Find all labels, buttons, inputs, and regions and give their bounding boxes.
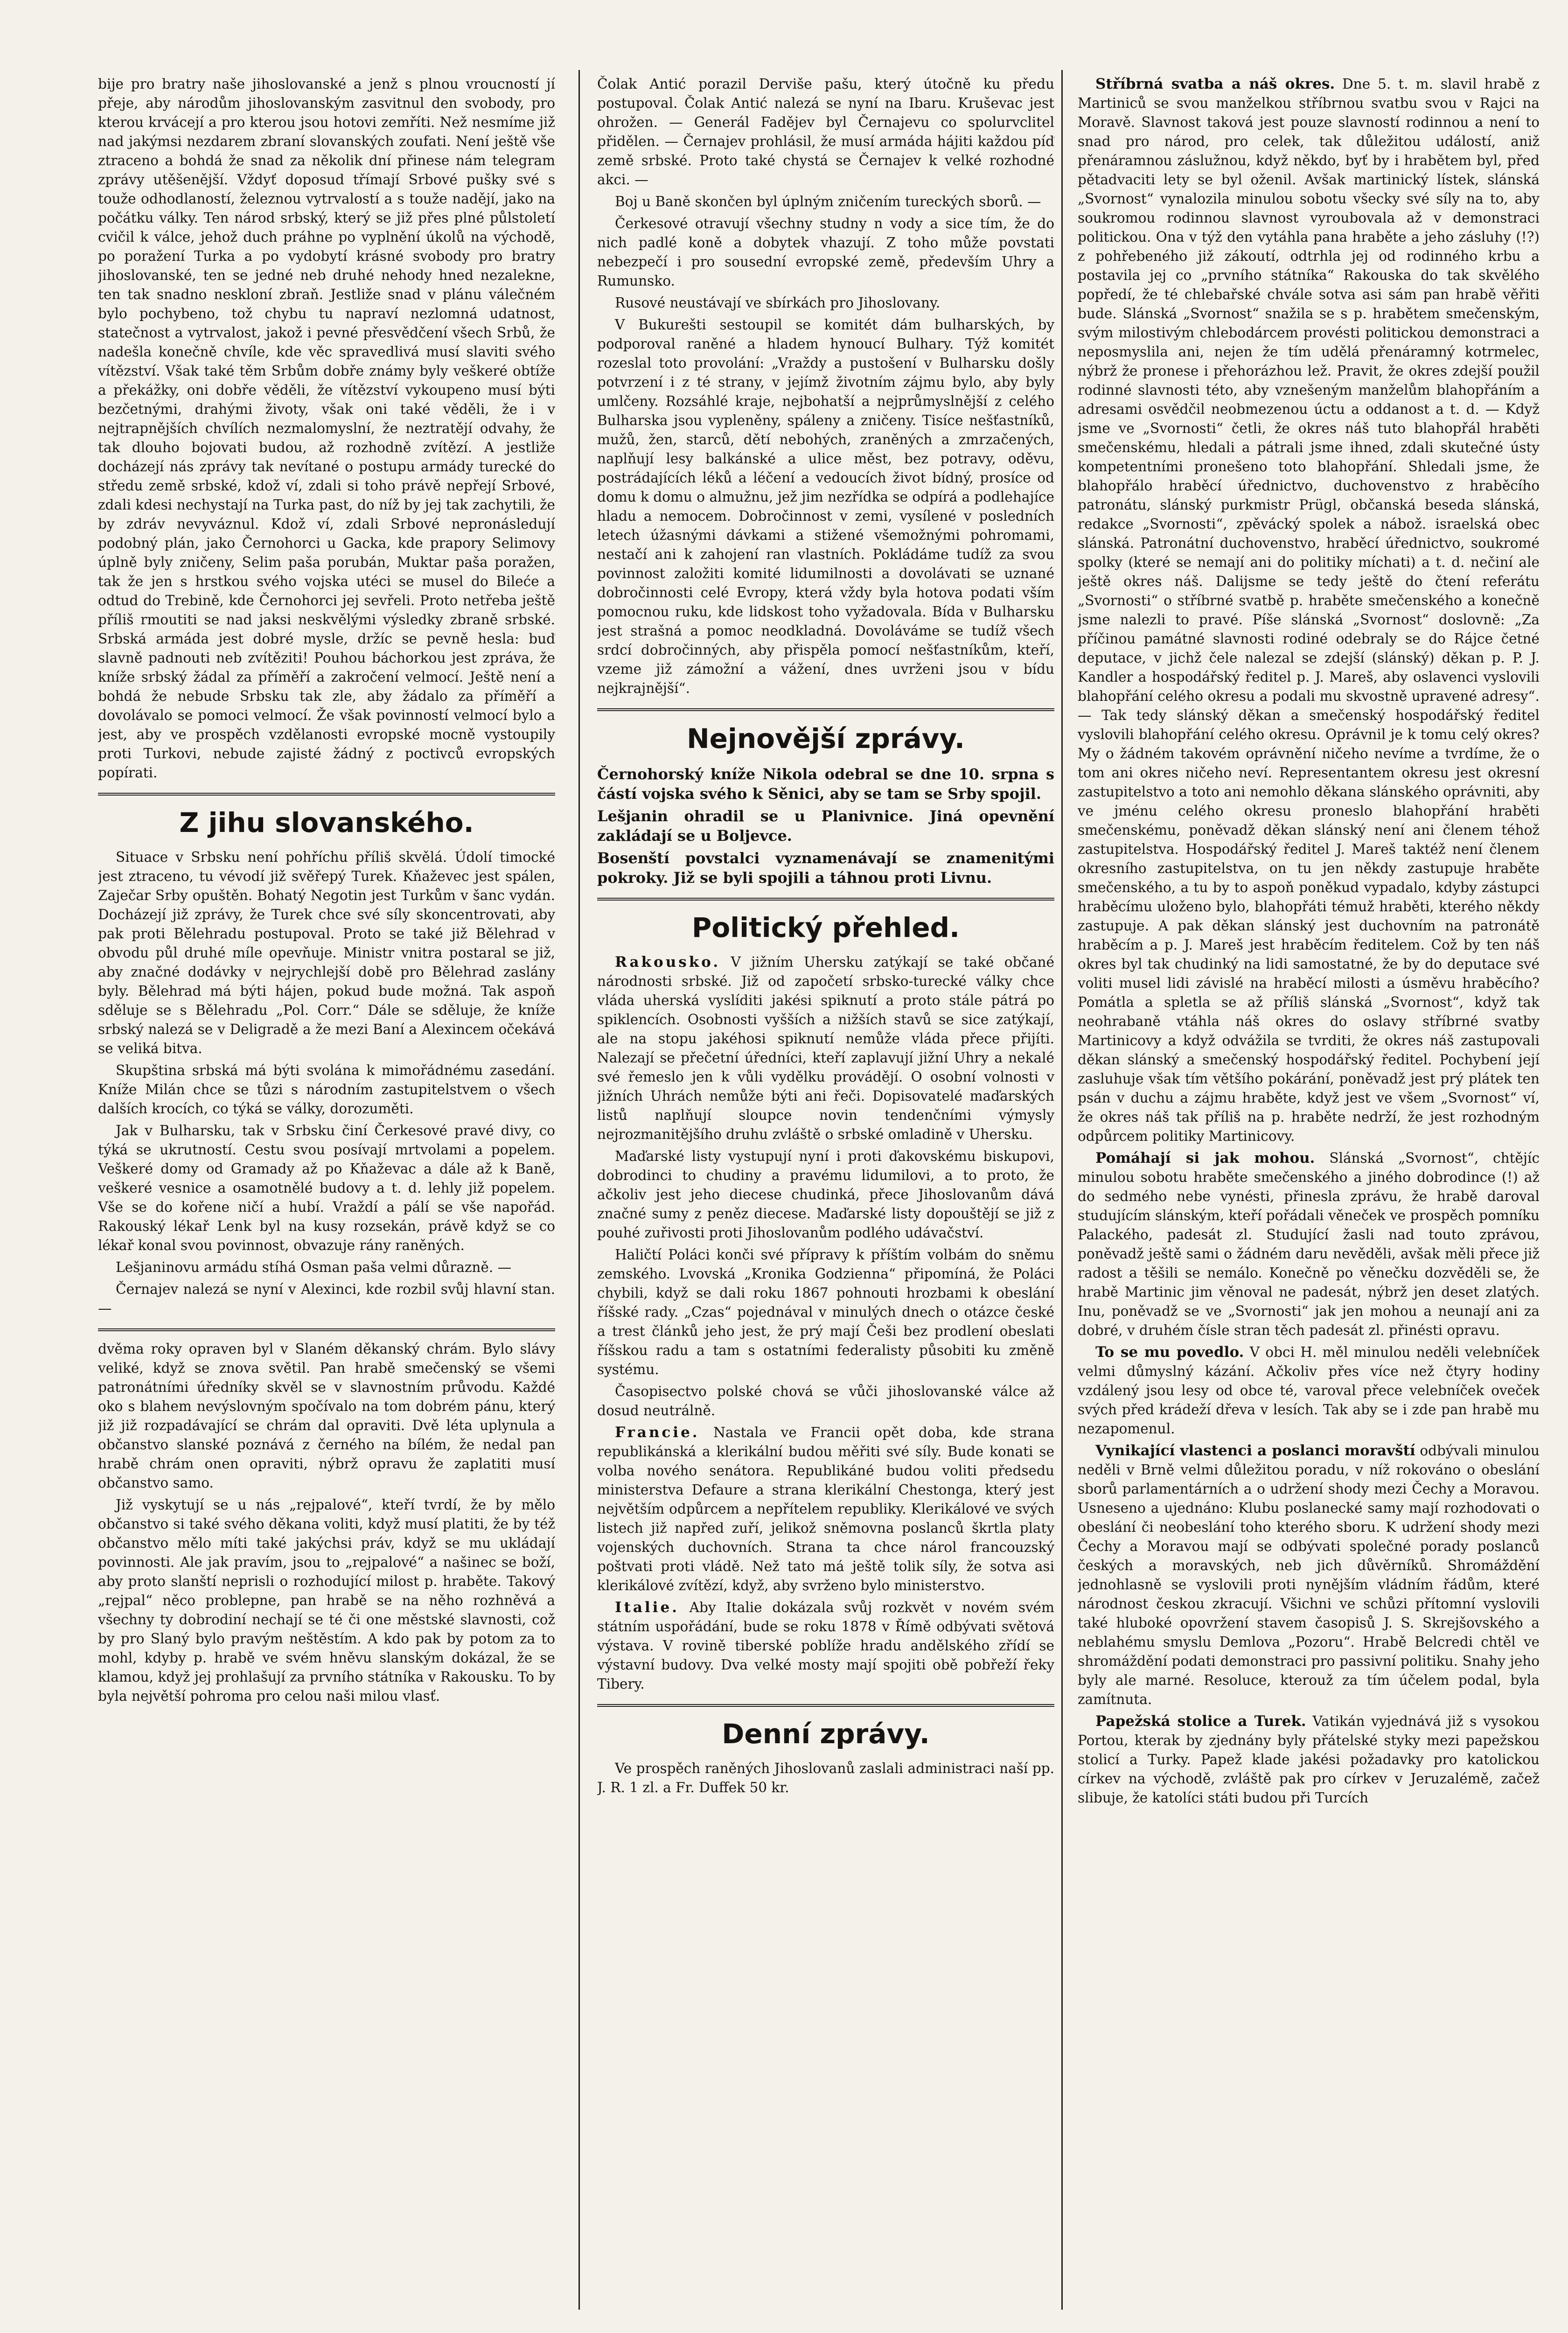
section-heading-denni: Denní zprávy.: [722, 1718, 930, 1750]
news-list: [597, 764, 1054, 887]
item-text: Maďarské listy vystupují nyní i proti ďakovskému biskupovi, dobrodinci to chudiny a pravému lidumilovi, a to proto, že ačkoliv jest jeho diecese chudinká, přece Jihoslovanům dává značné sumy z peněz diecese. Maďarské listy dopouštějí se již z pouhé zuřivosti proti Jihoslovanům podlého udávačství.: [597, 1148, 1054, 1241]
article-paragraph: V Bukurešti sestoupil se komitét dám bulharských, by podporoval raněné a hladem hynoucí Bulhary. Týž komitét rozeslal toto provolání: „Vraždy a pustošení v Bulharsku došly potvrzení i z té strany, v jejímž životním zájmu bylo, aby byly umlčeny. Rozsáhlé kraje, nejbohatší a nejprůmyslnější z celého Bulharska jsou vypleněny, spáleny a zničeny. Tisíce nešťastníků, mužů, žen, starců, dětí nebohých, zraněných a zmrzačených, naplňují lesy balkánské a ulice měst, bez potravy, oděvu, postrádajících léků a léčení a vedoucích život bídný, prosíce od domu k domu o almužnu, jež jim nezřídka se odpírá a podlehajíce hladu a nemocem. Dobročinnost v zemi, vysílené v posledních letech úžasnými dávkami a stižené všemožnými pohromami, nestačí ani k zahojení ran vlastních. Pokládáme tudíž za svou povinnost založiti komité lidumilnosti a dovolávati se uznané dobročinnosti celé Evropy, která vždy byla hotova podati vším pomocnou ruku, kde lidskost toho vyžadovala. Bída v Bulharsku jest strašná a pomoc neodkladná. Dovoláváme se tudíž všech srdcí dobročinných, aby přispěla pomocí nešťastníkům, kteří, vzeme již zámožní a vážení, dnes uvrženi jsou v bídu nejkrajnější“.: [597, 317, 1054, 696]
item-text: Nastala ve Francii opět doba, kde strana republikánská a klerikální budou měřiti své síly. Bude konati se volba nového senátora. Republikáné budou voliti předsedu ministerstva Defaure a strana klerikální Chestonga, který jest největším odpůrcem a nepřítelem republiky. Klerikálové ve svých listech již napřed zuří, jelikož sněmovna poslanců škrtla platy vojenských duchovních. Strana ta chce nárol francouzský poštvati proti vládě. Než tato má ještě tolik síly, že sotva asi klerikálové zvítězí, když, aby svrženo bylo ministerstvo.: [597, 1425, 1054, 1593]
section-heading-news: Nejnovější zprávy.: [687, 723, 965, 754]
middle-column: [597, 75, 1054, 2286]
article-paragraph: Skupština srbská má býti svolána k mimořádnému zasedání. Kníže Milán chce se tůzi s národním zastupitelstvem o všech dalších krocích, co týká se války, dorozuměti.: [98, 1062, 555, 1117]
article-paragraph: Jak v Bulharsku, tak v Srbsku činí Čerkesové pravé divy, co týká se ukrutností. Cestu svou posívají mrtvolami a popelem. Veškeré domy od Gramady až po Kňaževac a dále až k Baně, veškeré vesnice a osamotnělé budovy a t. d. lehly již popelem. Vše se do kořene ničí a hubí. Vraždí a pálí se vše napořád. Rakouský lékař Lenk byl na kusy rozsekán, právě když se co lékař konal svou povinnost, obvazuje rány raněných.: [98, 1123, 555, 1253]
section-divider: [98, 1328, 555, 1331]
item-lead: Francie.: [615, 1424, 700, 1441]
politics-item: [597, 1382, 1054, 1420]
section-divider: [597, 1704, 1054, 1707]
news-item: Lešjanin ohradil se u Planivnice. Jiná opevnění zakládají se u Boljevce.: [597, 807, 1054, 845]
section-heading-jih: Z jihu slovanského.: [179, 807, 474, 838]
politics-item: [597, 1245, 1054, 1379]
column-rule: [578, 70, 580, 2310]
section-divider: [597, 898, 1054, 901]
item-text: odbývali minulou neděli v Brně velmi důležitou poradu, v níž rokováno o obeslání sborů parlamentárních a o udržení shody mezi Čechy a Moravou. Usneseno a ujednáno: Klubu poslanecké samy mají rozhodovati o obeslání či neobeslání toho kterého sboru. K udržení shody mezi Čechy a Moravou mají se odbývati společné porady poslanců českých a moravských, neb jich důvěrníků. Shromáždění jednohlasně se vyslovili proti nynějším vládním řádům, které národnost českou zkracují. Všichni ve schůzi přítomní vyslovili také hluboké opovržení stavem časopisů J. S. Skrejšovského a neblahému smyslu Demlova „Pozoru“. Hrabě Belcredi chtěl ve shromáždění podati demonstraci pro passivní politiku. Snahy jeho byly ale marné. Resoluce, kterouž za tím účelem podal, byla zamítnuta.: [1078, 1443, 1540, 1707]
item-lead: Italie.: [615, 1599, 679, 1616]
local-news-item: [1078, 75, 1540, 1146]
local-news-item: [1078, 1343, 1540, 1439]
right-column: [1078, 75, 1540, 2305]
newspaper-page: [70, 70, 1544, 2333]
item-lead: Rakousko.: [615, 954, 721, 971]
item-lead: Vynikající vlastenci a poslanci moravští: [1095, 1442, 1415, 1459]
local-news-item: [1078, 1712, 1540, 1808]
item-text: Dne 5. t. m. slavil hrabě z Martiniců se svou manželkou stříbrnou svatbu svou v Rajci na Moravě. Slavnost taková jest pouze slavností rodinnou a není to snad pro národ, pro celek, tak důležitou událostí, aniž přenáramnou záslužnou, když někdo, byť by i hrabětem byl, před pětadvaciti lety se byl oženil. Avšak martinický lístek, slánská „Svornost“ vynalozila minulou sobotu všecky své síly na to, aby soukromou rodinnou slavnost vyroubovala až v demonstraci politickou. Ona v týž den vytáhla pana hraběte a jeho zásluhy (!?) z pohřebeného již zákoutí, odtrhla jej od rodinného krbu a postavila jej co „prvního státníka“ Rakouska do tak skvělého popředí, že té chlebařské chvále sotva asi sám pan hrabě věřiti bude. Slánská „Svornost“ snažila se s p. hrabětem smečenským, svým milostivým chlebodárcem provésti politickou demonstraci a neposmyslila ani, nejen že tím udělá přenáramný kotrmelec, nýbrž že pronese i přehorázhou lež. Pravit, že okres zdejší použil rodinné slavnosti této, aby vznešeným manželům blahopřáním a adresami osvědčil neobmezenou úctu a oddanost a t. d. — Když jsme ve „Svornosti“ četli, že okres náš tuto blahopřál hraběti smečenskému, hledali a pátrali jsme ihned, zdali skutečné ústy kompetentními pronešeno toto blahopřání. Shledali jsme, že blahopřálo hraběcí úřednictvo, duchovenstvo z hraběcího patronátu, slánský purkmistr Prügl, občanská beseda slánská, redakce „Svornosti“, zpěvácký spolek a nábož. israelská obec slánská. Patronátní duchovenstvo, hraběcí úřednictvo, soukromé spolky (které se nemají ani do politiky míchati) a t. d. nečiní ale ještě okres náš. Dalijsme se tedy ještě do čtení referátu „Svornosti“ o stříbrné svatbě p. hraběte smečenského a konečně jsme nalezli to pravé. Píše slánská „Svornost“ doslovně: „Za příčinou památné slavnosti rodiné odebraly se do Rájce četné deputace, v jichž čele nalezal se zdejší (slánský) děkan p. P. J. Kandler a hospodářský ředitel p. J. Mareš, aby oslavenci vyslovili blahopřání celého okresu a podali mu skvostně upravené adresy“. — Tak tedy slánský děkan a smečenský hospodářský ředitel vyslovili blahopřání celého okresu. Oprávnil je k tomu celý okres? My o žádném takovém oprávnění ničeho nevíme a tvrdíme, že o tom ani okres ničeho neví. Representantem okresu jest okresní zastupitelstvo a toto ani nemohlo děkana slánského oprávniti, aby ve jménu celého okresu proneslo blahopřání hraběti smečenskému, poněvadž děkan slánský není ani členem téhož zastupitelstva. Hospodářský ředitel J. Mareš taktéž není členem okresního zastupitelstva, on tu jen někdy zastupuje hraběte smečenského, a tu by to aspoň poněkud vypadalo, kdyby zástupci hraběcímu uloženo bylo, blahopřáti témuž hraběti, kterého někdy zastupuje. A pak děkan slánský jest duchovním na patronátě hraběcím a p. J. Mareš jest hraběcím ředitelem. Což by ten náš okres byl tak chudinký na lidi samostatné, že by do deputace své voliti musel lidi závislé na hraběcí milosti a úsměvu hraběcího? Pomátla a spletla se až příliš slánská „Svornost“, když tak neohrabaně vtáhla náš okres do oslavy stříbrné svatby Martinicovy a když odvážila se tvrditi, že okres náš zastupovali děkan slánský a smečenský hospodářský ředitel. Pochybení její zasluhuje však tím většího pokárání, poněvadž jest prý plátek ten psán v duchu a zájmu hraběte, když jest ve všem „Svornost“ ví, že okres náš tak příliš na p. hraběte nedrží, že jest rozhodným odpůrcem politiky Martinicovy.: [1078, 76, 1540, 1144]
politics-item: [597, 1147, 1054, 1243]
item-lead: Pomáhají si jak mohou.: [1095, 1150, 1315, 1166]
article-paragraph: Čerkesové otravují všechny studny n vody a sice tím, že do nich padlé koně a dobytek vhazují. Z toho může povstati nebezpečí i pro sousední evropské země, především Uhry a Rumunsko.: [597, 216, 1054, 289]
article-paragraph: Lešjaninovu armádu stíhá Osman paša velmi důrazně. —: [116, 1259, 512, 1275]
item-text: Haličtí Poláci konči své přípravy k příštím volbám do sněmu zemského. Lvovská „Kronika Godzienna“ připomíná, že Poláci chybili, když se dali roku 1867 pohnouti hrozbami k obeslání říšské rady. „Czas“ pojednával v minulých dnech o otázce české a trest článků jeho jest, že prý mají Češi bez prodlení obeslati říšskou radu a tam s ostatními federalisty působiti ku změně systému.: [597, 1247, 1054, 1377]
local-news-item: [1078, 1441, 1540, 1709]
item-text: Slánská „Svornost“, chtějíc minulou sobotu hraběte smečenského a jiného dobrodince (!) až do sedmého nebe vynésti, přinesla zprávu, že hrabě daroval studujícím slánským, kteří pořádali věneček ve prospěch pomníku Palackého, padesát zl. Studující žasli nad touto zprávou, poněvadž ještě sami o žádném daru nevěděli, avšak měli přece již radost a těšili se nemálo. Konečně po věnečku dozvěděli se, že hrabě Martinic jim věnoval ne padesát, nýbrž jen deset zlatých. Inu, poněvadž se ve „Svornosti“ jak jen mohou a neunají ani za dobré, v druhém čísle stran těch padesát zl. přinésti opravu.: [1078, 1150, 1540, 1338]
politics-item: [597, 953, 1054, 1144]
news-item: Bosenští povstalci vyznamenávají se znamenitými pokroky. Již se byli spojili a táhnou proti Livnu.: [597, 849, 1054, 887]
item-lead: Papežská stolice a Turek.: [1095, 1713, 1306, 1730]
section-heading-politics: Politický přehled.: [691, 912, 960, 943]
article-paragraph: Boj u Baně skončen byl úplným zničením tureckých sborů. —: [615, 194, 1041, 210]
article-paragraph: Rusové neustávají ve sbírkách pro Jihoslovany.: [615, 295, 941, 311]
item-lead: Stříbrná svatba a náš okres.: [1095, 76, 1335, 92]
section-divider: [597, 708, 1054, 711]
article-paragraph: Ve prospěch raněných Jihoslovanů zaslali administraci naší pp. J. R. 1 zl. a Fr. Duffek 50 kr.: [597, 1760, 1054, 1795]
article-paragraph: dvěma roky opraven byl v Slaném děkanský chrám. Bylo slávy veliké, když se znova světil. Pan hrabě smečenský se všemi patronátními úředníky skvěl se v slavnostním průvodu. Každé oko s blahem nevýslovným spočívalo na tom dobrém pánu, který již již rozpadávající se chrám dal opraviti. Dvě léta uplynula a občanstvo slanské poznává z černého na bílém, že nedal pan hrabě chrám onen opraviti, nýbrž opravu že zaplatiti musí občanstvo samo.: [98, 1341, 555, 1491]
news-item: Černohorský kníže Nikola odebral se dne 10. srpna s částí vojska svého k Sěnici, aby se tam se Srby spojil.: [597, 765, 1054, 803]
article-paragraph: Čolak Antić porazil Derviše pašu, který útočně ku předu postupoval. Čolak Antić nalezá se nyní na Ibaru. Kruševac jest ohrožen. — Generál Fadějev byl Černajevu co spolurvclitel přidělen. — Černajev prohlásil, že musí armáda hájiti každou píď země srbské. Proto také chystá se Černajev k velké rozhodné akci. —: [597, 76, 1054, 188]
politics-item: [597, 1423, 1054, 1595]
politics-item: [597, 1598, 1054, 1694]
item-text: V jižním Uhersku zatýkají se také občané národnosti srbské. Již od započetí srbsko-turecké války chce vláda uherská vyslíditi jakési spiknutí a proto stále pátrá po spiklencích. Osobnosti vyšších a nižších stavů se sice zatýkají, ale na stopu jakéhosi spiknutí nemůže vláda přece přijíti. Nalezají se přečetní úředníci, kteří zaplavují jižní Uhry a nekalé své řemeslo jen k vůli vydělku provádějí. O osobní volnosti v jižních Uhrách nemůže býti ani řeči. Dopisovatelé maďarských listů naplňují sloupce novin tendenčními výmysly nejrozmanitějšího druhu zvláště o srbské omladině v Uhersku.: [597, 954, 1054, 1142]
item-text: Vatikán vyjednává již s vysokou Portou, kterak by zjednány byly přátelské styky mezi papežskou stolicí a Turky. Papež klade jakési požadavky pro katolickou církev na východě, zvláště pak pro církev v Jeruzalémě, začež slibuje, že katolíci státi budou při Turcích: [1078, 1713, 1540, 1806]
item-text: Časopisectvo polské chová se vůči jihoslovanské válce až dosud neutrálně.: [597, 1383, 1054, 1418]
local-news-item: [1078, 1149, 1540, 1340]
article-paragraph: Situace v Srbsku není pohříchu příliš skvělá. Údolí timocké jest ztraceno, tu vévodí již svěřepý Turek. Kňaževec jest spálen, Zaječar Srby opuštěn. Bohatý Negotin jest Turkům v šanc vydán. Docházejí již zprávy, že Turek chce své síly skoncentrovati, aby pak proti Bělehradu postupoval. Proto se také již Bělehrad v obvodu půl druhé míle opevňuje. Ministr vnitra postaral se již, aby značné dodávky v nejrychlejší době pro Bělehrad zaslány byly. Bělehrad má býti hájen, pokud bude možná. Tak aspoň sděluje se s Bělehradu „Pol. Corr.“ Dále se sděluje, že kníže srbský nalezá se v Deligradě a že mezi Baní a Alexincem očekává se veliká bitva.: [98, 849, 555, 1056]
item-text: V obci H. měl minulou neděli velebníček velmi důmyslný kázání. Ačkoliv přes více než čtyry hodiny vzdálený jsou lesy od obce té, varoval přece velebníček oveček svých před krádeží dřeva v lesích. Tak aby se i zde pan hrabě mu nezapomenul.: [1078, 1344, 1540, 1437]
intro-paragraph: bije pro bratry naše jihoslovanské a jenž s plnou vroucností jí přeje, aby národům jihoslovanským zasvitnul den svobody, pro kterou krvácejí a pro kterou jsou hotovi zemříti. Než nesmíme již nad jakýmsi nezdarem zbraní slovanských zoufati. Není ještě vše ztraceno a bohdá že snad za několik dní přinese nám telegram zprávy utěšenější. Vždyť doposud třímají Srbové pušky své s touže odhodlaností, železnou vytrvalostí a s touže nadějí, jako na počátku války. Ten národ srbský, který se již přes plné půlstoletí cvičil k válce, jehož duch práhne po vyplnění úkolů na východě, po poražení Turka a po vydobytí krásné svobody pro bratry jihoslovanské, ten se jedné neb druhé nehody hned nezalekne, ten tak snadno neskloní zbraň. Jestliže snad v plánu válečném bylo pochybeno, tož chybu tu napraví nezlomná udatnost, statečnost a vytrvalost, jakož i pevné přesvědčení všech Srbů, že nadešla konečně chvíle, kde věc spravedlivá musí slaviti svého vítězství. Však také těm Srbům dobře známy byly veškeré obtíže a překážky, oni dobře věděli, že vítězství vykoupeno musí býti bezčetnými, drahými životy, však oni také věděli, že i v nejtrapnějších chvílích nezmalomyslní, že neztratějí odvahy, že tak dlouho bojovati budou, až rozhodně zvítězí. A jestliže docházejí nás zprávy tak nevítané o postupu armády turecké do středu země srbské, kdož ví, zdali si toho právě nepřejí Srbové, zdali kdesi nechystají na Turka past, do níž by jej tak zachytili, že by zdráv nevyváznul. Kdož ví, zdali Srbové nepronásledují podobný plán, jako Černohorci u Gacka, kde prapory Selimovy úplně byly zničeny, Selim paša porubán, Muktar paša poražen, tak že jen s hrstkou svého vojska utéci se musel do Bileće a odtud do Trebině, kde Černohorci jej sevřeli. Proto netřeba ještě příliš rmoutiti se nad jaksi neskvělými výsledky zbraně srbské. Srbská armáda jest dobré mysle, držíc se pevně hesla: buď slavně padnouti neb zvítěziti! Pouhou báchorkou jest zpráva, že kníže srbský žádal za příměří a zakročení velmocí. Ještě není a bohdá že nebude Srbsku tak zle, aby žádalo za příměří a dovolávalo se pomoci velmocí. Že však povinností velmocí bylo a jest, aby ve prospěch vzdělanosti evropské mocně vystoupily proti Turkovi, nebude zajisté žádný z poctivců evropských popírati.: [98, 76, 555, 781]
item-lead: To se mu povedlo.: [1095, 1344, 1244, 1361]
section-divider: [98, 793, 555, 796]
article-paragraph: Již vyskytují se u nás „rejpalové“, kteří tvrdí, že by mělo občanstvo si také svého děkana voliti, když musí platiti, že by též občanstvo mělo míti také jakýchsi práv, když se mu ukládají povinnosti. Ale jak pravím, jsou to „rejpalové“ a našinec se boží, aby proto slanští neprisli o rozhodující milost p. hraběte. Takový „rejpal“ něco problepne, pan hrabě se na něho rozhněvá a všechny ty dobrodiní nechají se té či one městské slavnosti, což by pro Slaný bylo pravým neštěstím. A kdo pak by potom za to mohl, kdyby p. hrabě ve svém hněvu slanským dokázal, že se klamou, když jej prohlašují za prvního státníka v Rakousku. To by byla největší pohroma pro celou naši milou vlasť.: [98, 1497, 555, 1704]
article-paragraph: Černajev nalezá se nyní v Alexinci, kde rozbil svůj hlavní stan. —: [98, 1281, 555, 1316]
left-column: [98, 75, 555, 2305]
column-rule: [1061, 70, 1063, 2310]
item-text: Aby Italie dokázala svůj rozkvět v novém svém státním uspořádání, bude se roku 1878 v Římě odbývati světová výstava. V rovině tiberské poblíže hradu andělského zřídí se výstavní budovy. Dva velké mosty mají spojiti obě pobřeží řeky Tibery.: [597, 1600, 1054, 1692]
